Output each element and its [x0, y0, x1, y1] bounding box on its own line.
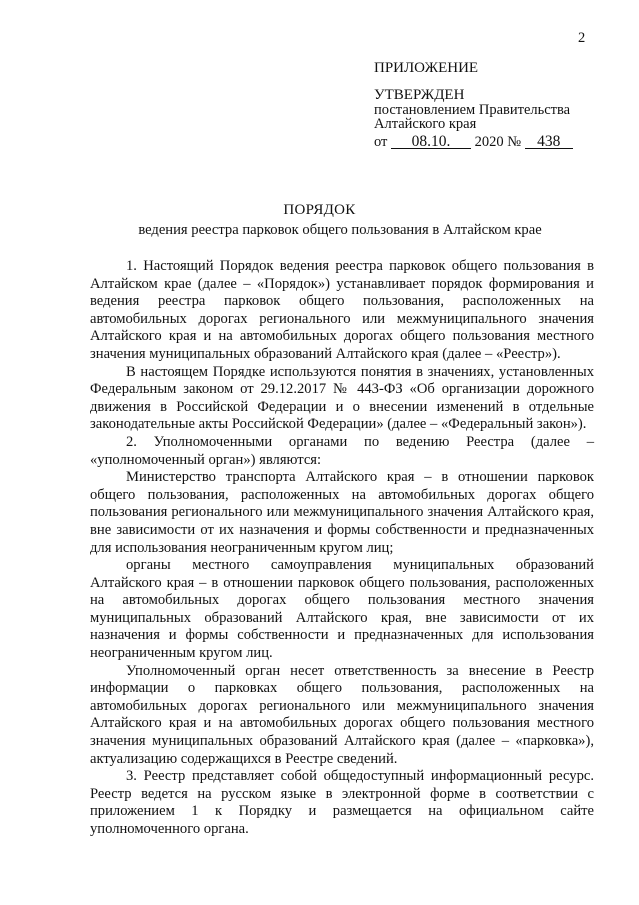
approval-block: [374, 60, 614, 150]
approval-date-row: [374, 134, 614, 150]
paragraph: 1. Настоящий Порядок ведения реестра парковок общего пользования в Алтайском крае (далее – «Порядок») устанавливает порядок формирования и ведения реестра парковок общего пользования, расположенных на автомобильных дорогах регионального или межмуниципального значения Алтайского края и на автомобильных дорогах общего пользования местного значения муниципальных образований Алтайского края (далее – «Реестр»).: [90, 258, 594, 362]
page-number: 2: [578, 30, 586, 46]
paragraph: Министерство транспорта Алтайского края – в отношении парковок общего пользования, расположенных на автомобильных дорогах общего пользования регионального или межмуниципального значения Алтайского края, вне зависимости от их назначения и формы собственности и предназначенных для использования неограниченным кругом лиц;: [90, 469, 594, 556]
document-subtitle: ведения реестра парковок общего пользования в Алтайском крае: [138, 222, 542, 238]
approved-label: УТВЕРЖДЕН: [374, 86, 465, 103]
paragraph: органы местного самоуправления муниципальных образований Алтайского края – в отношении парковок общего пользования, расположенных на автомобильных дорогах общего пользования местного значения муниципальных образований Алтайского края, вне зависимости от их назначения и формы собственности и предназначенных для использования неограниченным кругом лиц.: [90, 557, 594, 662]
paragraph: В настоящем Порядке используются понятия в значениях, установленных Федеральным законом от 29.12.2017 № 443-ФЗ «Об организации дорожного движения в Российской Федерации и о внесении изменений в отдельные законодательные акты Российской Федерации» (далее – «Федеральный закон»).: [90, 363, 594, 433]
approval-number: 438: [525, 135, 573, 149]
approval-date: 08.10.: [391, 135, 471, 149]
year-text: 2020 №: [474, 133, 522, 150]
paragraph: 3. Реестр представляет собой общедоступный информационный ресурс. Реестр ведется на русском языке в электронной форме в соответствии с приложением 1 к Порядку и размещается на официальном сайте уполномоченного органа.: [90, 768, 594, 837]
appendix-label: ПРИЛОЖЕНИЕ: [374, 60, 479, 76]
date-prefix: от: [374, 133, 388, 150]
paragraph: Уполномоченный орган несет ответственность за внесение в Реестр информации о парковках общего пользования, расположенных на автомобильных дорогах регионального или межмуниципального значения Алтайского края и на автомобильных дорогах общего пользования местного значения муниципальных образований Алтайского края (далее – «парковка»), актуализацию содержащихся в Реестре сведений.: [90, 662, 594, 767]
document-body: [90, 258, 594, 839]
paragraph: 2. Уполномоченными органами по ведению Реестра (далее – «уполномоченный орган») являются:: [90, 433, 594, 468]
document-title: ПОРЯДОК: [283, 202, 356, 218]
approval-line-1: постановлением Правительства: [374, 101, 571, 118]
approval-line-2: Алтайского края: [374, 116, 477, 133]
